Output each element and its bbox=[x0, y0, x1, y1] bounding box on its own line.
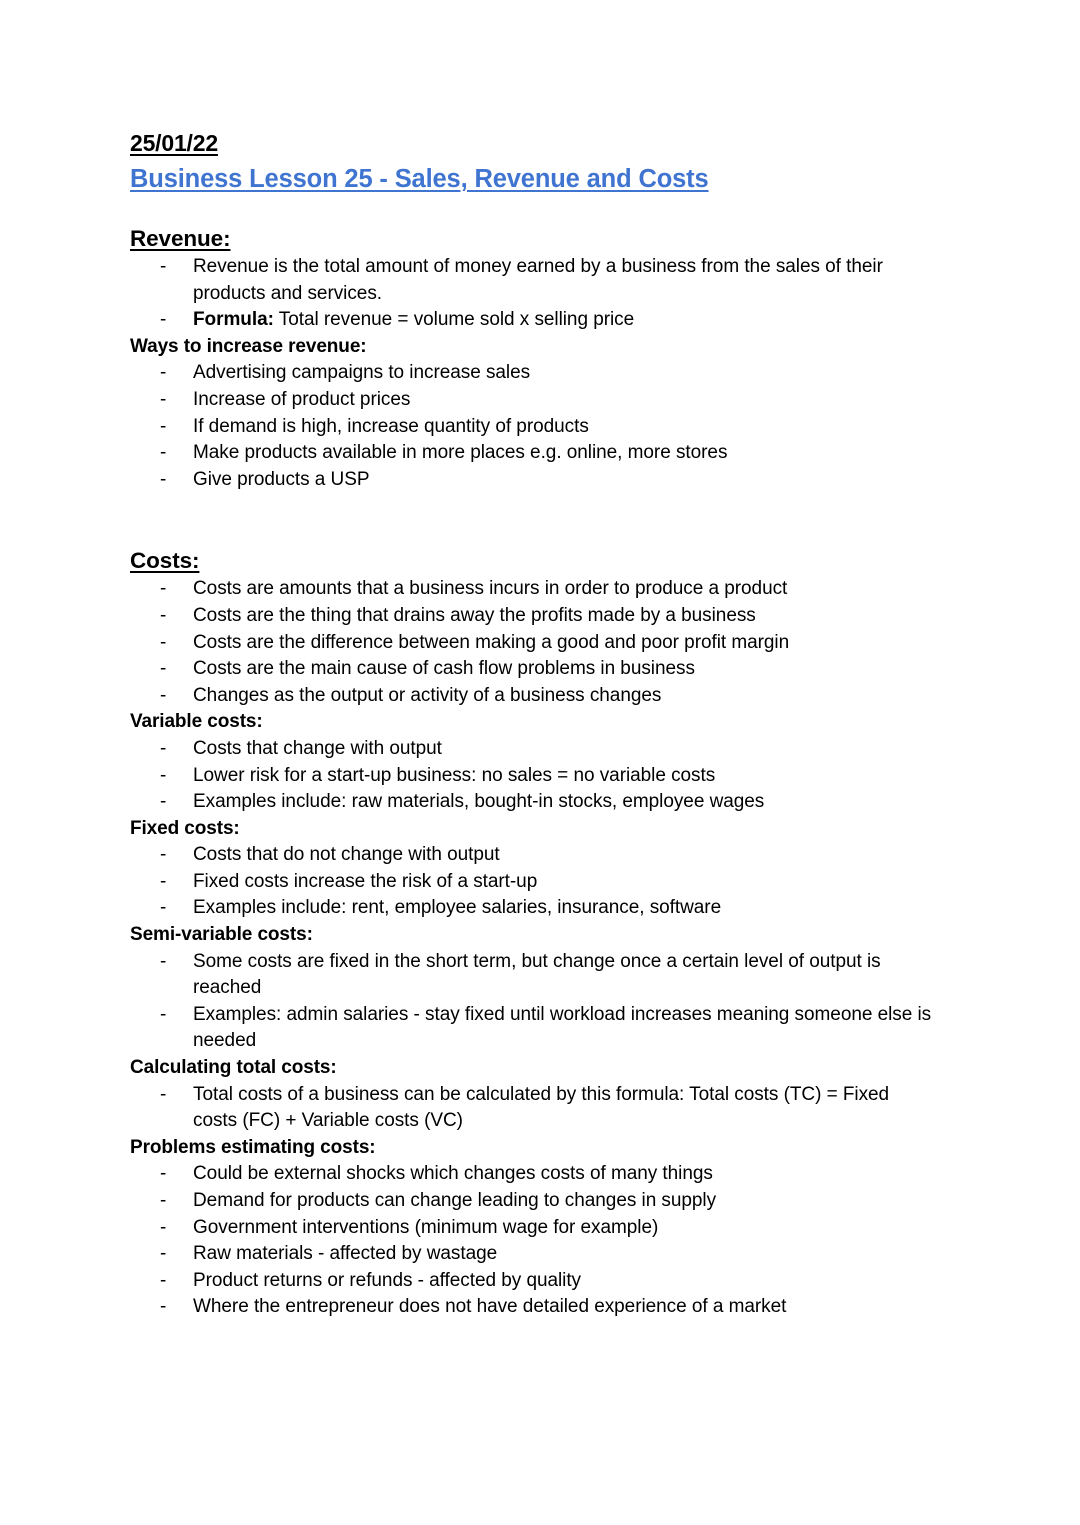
bullet-dash-icon: - bbox=[160, 897, 167, 919]
bullet-text: Could be external shocks which changes costs of many things bbox=[193, 1163, 713, 1185]
bullet-dash-icon: - bbox=[160, 684, 167, 706]
bullet-text: Fixed costs increase the risk of a start-up bbox=[193, 870, 538, 892]
bullet-dash-icon: - bbox=[160, 1296, 167, 1318]
subsection-heading: Ways to increase revenue: bbox=[130, 335, 367, 357]
bullet-list bbox=[130, 949, 932, 1055]
bullet-dash-icon: - bbox=[160, 658, 167, 680]
bullet-dash-icon: - bbox=[160, 1269, 167, 1291]
document-section bbox=[130, 224, 932, 493]
bullet-text: Costs are amounts that a business incurs in order to produce a product bbox=[193, 578, 788, 600]
bullet-dash-icon: - bbox=[160, 442, 167, 464]
bullet-dash-icon: - bbox=[160, 1163, 167, 1185]
bullet-item bbox=[130, 1082, 932, 1135]
bullet-dash-icon: - bbox=[160, 309, 167, 331]
subsection-heading: Variable costs: bbox=[130, 711, 263, 733]
subsection-heading: Calculating total costs: bbox=[130, 1057, 337, 1079]
bullet-text: Costs are the difference between making a good and poor profit margin bbox=[193, 631, 790, 653]
bullet-item bbox=[130, 1215, 932, 1242]
bullet-dash-icon: - bbox=[160, 844, 167, 866]
bullet-dash-icon: - bbox=[160, 256, 167, 277]
bullet-item bbox=[130, 1188, 932, 1215]
bullet-item bbox=[130, 576, 932, 603]
bullet-text: Costs are the thing that drains away the profits made by a business bbox=[193, 604, 756, 626]
bullet-list bbox=[130, 254, 932, 334]
bullet-text: Product returns or refunds - affected by quality bbox=[193, 1269, 582, 1291]
bullet-lead-label: Formula: bbox=[193, 309, 274, 331]
bullet-text: Total costs of a business can be calculated by this formula: Total costs (TC) = Fixed costs (FC) + Variable costs (VC) bbox=[193, 1083, 890, 1132]
bullet-text: Demand for products can change leading to changes in supply bbox=[193, 1190, 717, 1211]
bullet-text-rest: Total revenue = volume sold x selling price bbox=[273, 309, 635, 331]
bullet-dash-icon: - bbox=[160, 950, 167, 972]
bullet-item bbox=[130, 307, 932, 334]
bullet-text: Costs that change with output bbox=[193, 737, 442, 759]
bullet-text: Changes as the output or activity of a business changes bbox=[193, 684, 662, 706]
bullet-list bbox=[130, 360, 932, 493]
bullet-text: Some costs are fixed in the short term, but change once a certain level of output is reached bbox=[193, 950, 881, 999]
title-row bbox=[130, 162, 932, 196]
bullet-text: Costs are the main cause of cash flow problems in business bbox=[193, 658, 695, 680]
bullet-dash-icon: - bbox=[160, 388, 167, 410]
bullet-item bbox=[130, 789, 932, 816]
bullet-dash-icon: - bbox=[160, 631, 167, 653]
document-date: 25/01/22 bbox=[130, 130, 218, 156]
bullet-item bbox=[130, 603, 932, 630]
bullet-text: Examples: admin salaries - stay fixed until workload increases meaning someone else is needed bbox=[193, 1003, 932, 1052]
bullet-item bbox=[130, 467, 932, 494]
section-spacer bbox=[130, 493, 932, 546]
bullet-item bbox=[130, 360, 932, 387]
subsection-heading: Problems estimating costs: bbox=[130, 1136, 376, 1158]
bullet-text: Advertising campaigns to increase sales bbox=[193, 362, 531, 384]
bullet-item bbox=[130, 387, 932, 414]
section-heading-row bbox=[130, 546, 932, 576]
bullet-dash-icon: - bbox=[160, 764, 167, 786]
bullet-text: Costs that do not change with output bbox=[193, 844, 500, 866]
spacer-before-revenue bbox=[130, 196, 932, 224]
bullet-text: If demand is high, increase quantity of products bbox=[193, 415, 589, 437]
bullet-text: Examples include: raw materials, bought-in stocks, employee wages bbox=[193, 791, 765, 813]
document-title-link[interactable]: Business Lesson 25 - Sales, Revenue and Costs bbox=[130, 165, 709, 193]
bullet-text: Raw materials - affected by wastage bbox=[193, 1243, 498, 1265]
bullet-dash-icon: - bbox=[160, 870, 167, 892]
date-row bbox=[130, 128, 932, 158]
bullet-item bbox=[130, 656, 932, 683]
bullet-item bbox=[130, 1002, 932, 1055]
bullet-dash-icon: - bbox=[160, 1190, 167, 1211]
subsection-heading: Semi-variable costs: bbox=[130, 924, 313, 946]
bullet-item bbox=[130, 254, 932, 307]
bullet-item bbox=[130, 1294, 932, 1321]
bullet-list bbox=[130, 736, 932, 816]
subsection-heading: Fixed costs: bbox=[130, 817, 240, 839]
bullet-text: Revenue is the total amount of money earned by a business from the sales of their products and services. bbox=[193, 256, 883, 304]
bullet-item bbox=[130, 763, 932, 790]
section-heading-row bbox=[130, 224, 932, 254]
bullet-dash-icon: - bbox=[160, 791, 167, 813]
document-section bbox=[130, 546, 932, 1321]
bullet-dash-icon: - bbox=[160, 1083, 167, 1105]
bullet-item bbox=[130, 869, 932, 896]
bullet-text: Lower risk for a start-up business: no sales = no variable costs bbox=[193, 764, 716, 786]
section-heading: Costs: bbox=[130, 548, 200, 574]
bullet-item bbox=[130, 440, 932, 467]
bullet-dash-icon: - bbox=[160, 468, 167, 490]
bullet-dash-icon: - bbox=[160, 737, 167, 759]
bullet-item bbox=[130, 842, 932, 869]
bullet-item bbox=[130, 1161, 932, 1188]
bullet-text: Make products available in more places e.g. online, more stores bbox=[193, 442, 728, 464]
bullet-text: Government interventions (minimum wage for example) bbox=[193, 1216, 659, 1238]
bullet-dash-icon: - bbox=[160, 604, 167, 626]
bullet-text: Give products a USP bbox=[193, 468, 370, 490]
bullet-item bbox=[130, 895, 932, 922]
bullet-list bbox=[130, 576, 932, 709]
bullet-item bbox=[130, 683, 932, 710]
bullet-dash-icon: - bbox=[160, 1243, 167, 1265]
bullet-dash-icon: - bbox=[160, 1216, 167, 1238]
bullet-dash-icon: - bbox=[160, 578, 167, 600]
bullet-text bbox=[193, 307, 932, 334]
bullet-item bbox=[130, 1241, 932, 1268]
bullet-dash-icon: - bbox=[160, 362, 167, 384]
bullet-dash-icon: - bbox=[160, 1003, 167, 1025]
bullet-list bbox=[130, 842, 932, 922]
bullet-text: Examples include: rent, employee salaries, insurance, software bbox=[193, 897, 722, 919]
sections-container bbox=[130, 224, 932, 1321]
bullet-item bbox=[130, 1268, 932, 1295]
bullet-text: Increase of product prices bbox=[193, 388, 411, 410]
bullet-item bbox=[130, 414, 932, 441]
bullet-item bbox=[130, 630, 932, 657]
section-heading: Revenue: bbox=[130, 226, 231, 251]
bullet-list bbox=[130, 1161, 932, 1321]
bullet-dash-icon: - bbox=[160, 415, 167, 437]
bullet-item bbox=[130, 736, 932, 763]
bullet-item bbox=[130, 949, 932, 1002]
bullet-list bbox=[130, 1082, 932, 1135]
bullet-text: Where the entrepreneur does not have detailed experience of a market bbox=[193, 1296, 787, 1318]
